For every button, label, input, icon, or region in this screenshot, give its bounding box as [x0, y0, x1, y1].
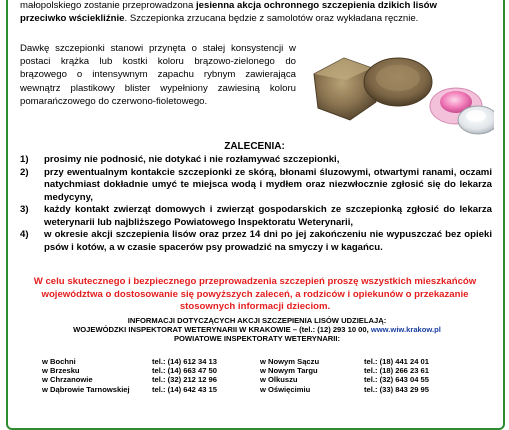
list-item-number: 1)	[20, 154, 29, 165]
inspectorate-phone: tel.: (14) 663 47 50	[152, 366, 218, 376]
bait-description: Dawkę szczepionki stanowi przynęta o stałej konsystencji w postaci krążka lub kostki koloru brązowo-zielonego do brązowego o intensywnym zapachu rybnym zawierająca wewnątrz plastikowy blister wypełniony zawiesiną koloru pomarańczowego do czerwono-fioletowego.	[20, 43, 296, 107]
intro-line1a: małopolskiego zostanie przeprowadzona	[20, 0, 196, 11]
inspectorate-phone: tel.: (18) 266 23 61	[364, 366, 430, 376]
inspectorate-phone: tel.: (32) 212 12 96	[152, 375, 218, 385]
table-row	[42, 385, 472, 394]
wiw-link[interactable]: www.wiw.krakow.pl	[370, 325, 441, 335]
intro-paragraph	[20, 0, 492, 25]
contact-info	[38, 316, 476, 344]
intro-line2b: . Szczepionka zrzucana będzie z samolotów oraz wykładana ręcznie.	[124, 12, 419, 24]
list-item	[20, 154, 492, 167]
list-item	[20, 229, 492, 254]
inspectorate-phone: tel.: (14) 612 34 13	[152, 357, 218, 366]
list-item-text: prosimy nie podnosić, nie dotykać i nie rozłamywać szczepionki,	[44, 154, 340, 165]
vaccine-bait-photo	[306, 44, 494, 139]
contact-heading: INFORMACJI DOTYCZĄCYCH AKCJI SZCZEPIENIA LISÓW UDZIELAJĄ:	[127, 316, 387, 325]
list-item-number: 3)	[20, 204, 29, 215]
inspectorates-table	[42, 357, 472, 394]
list-item-text: w okresie akcji szczepienia lisów oraz przez 14 dni po jej zakończeniu nie wypuszczać bez opieki psów i kotów, a w czasie spacerów psy prowadzić na smyczy i w kagańcu.	[44, 229, 492, 253]
inspectorate-phone: tel.: (33) 843 29 95	[364, 384, 430, 394]
recommendations-title: ZALECENIA:	[224, 141, 285, 152]
intro-line2a: przeciwko wściekliźnie	[20, 12, 125, 24]
list-item-text: przy ewentualnym kontakcie szczepionki ze skórą, błonami śluzowymi, otwartymi ranami, oczami natychmiast dokładnie umyć te miejsca wodą i mydłem oraz niezwłocznie zgłosić się do lekarza medycyny,	[44, 166, 492, 203]
inspectorate-name: w Bochni	[42, 357, 76, 366]
intro-line1b: jesienna akcja ochronnego szczepienia dzikich lisów	[196, 0, 437, 11]
inspectorate-phone: tel.: (14) 642 43 15	[152, 384, 218, 394]
inspectorate-name: w Oświęcimiu	[260, 384, 311, 394]
inspectorate-name: w Chrzanowie	[42, 375, 93, 385]
piw-heading: POWIATOWE INSPEKTORATY WETERYNARII:	[173, 334, 341, 344]
inspectorate-name: w Nowym Sączu	[260, 357, 320, 366]
inspectorate-phone: tel.: (18) 441 24 01	[364, 357, 430, 366]
appeal-text: W celu skutecznego i bezpiecznego przeprowadzenia szczepień proszę wszystkich mieszkańców województwa o dostosowanie się powyższych zaleceń, a rodziców i opiekunów o przekazanie stosownych informacji dzieciom.	[33, 276, 477, 312]
list-item-number: 4)	[20, 229, 29, 240]
list-item-text: każdy kontakt zwierząt domowych i zwierząt gospodarskich ze szczepionką zgłosić do lekarza weterynarii lub najbliższego Powiatowego Inspektoratu Weterynarii,	[44, 204, 492, 228]
table-row	[42, 366, 472, 375]
wiw-label: WOJEWÓDZKI INSPEKTORAT WETERYNARII W KRAKOWIE – (tel.: (12) 293 10 00,	[73, 325, 369, 335]
list-item	[20, 204, 492, 229]
table-row	[42, 375, 472, 384]
inspectorate-name: w Olkuszu	[260, 375, 298, 385]
inspectorate-phone: tel.: (32) 643 04 55	[364, 375, 430, 385]
inspectorate-name: w Nowym Targu	[260, 366, 318, 376]
recommendations-list	[20, 154, 492, 254]
list-item-number: 2)	[20, 166, 29, 178]
table-row	[42, 357, 472, 366]
inspectorate-name: w Brzesku	[42, 366, 80, 376]
list-item	[20, 167, 492, 205]
inspectorate-name: w Dąbrowie Tarnowskiej	[42, 384, 130, 394]
